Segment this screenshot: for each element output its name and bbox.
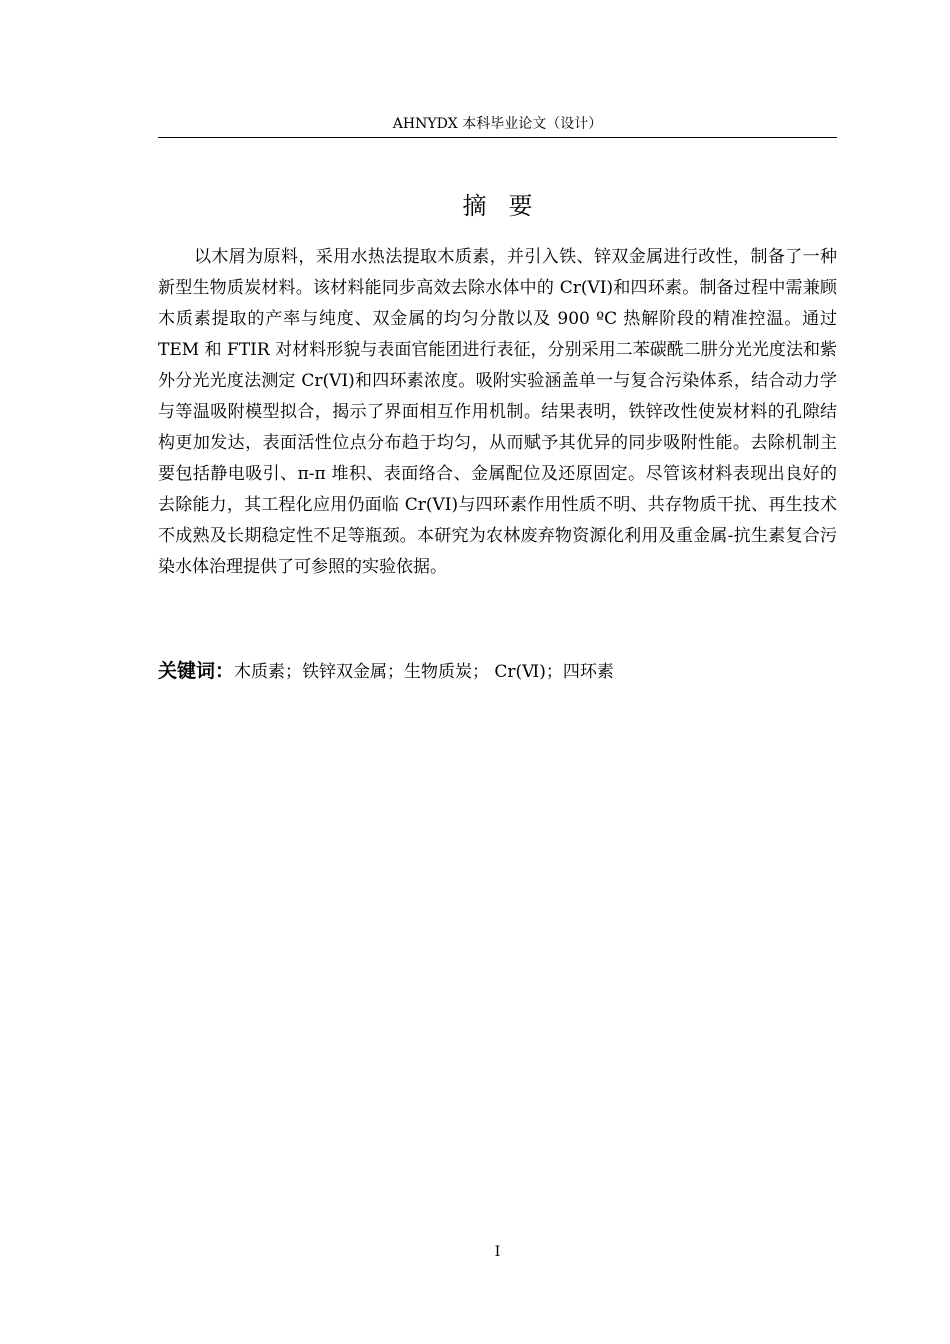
page-number: I: [494, 1244, 501, 1260]
running-header: AHNYDX 本科毕业论文（设计）: [392, 116, 603, 132]
keywords-label: 关键词：: [158, 660, 235, 682]
keywords-text: 木质素；铁锌双金属；生物质炭； Cr(Ⅵ)；四环素: [234, 662, 614, 682]
header-divider: [158, 137, 837, 138]
abstract-body: 以木屑为原料，采用水热法提取木质素，并引入铁、锌双金属进行改性，制备了一种新型生物质炭材料。该材料能同步高效去除水体中的 Cr(VI)和四环素。制备过程中需兼顾木质素提取的产率与纯度、双金属的均匀分散以及 900 ºC 热解阶段的精准控温。通过 TEM 和 FTIR 对材料形貌与表面官能团进行表征，分别采用二苯碳酰二肼分光光度法和紫外分光光度法测定 Cr(VI)和四环素浓度。吸附实验涵盖单一与复合污染体系，结合动力学与等温吸附模型拟合，揭示了界面相互作用机制。结果表明，铁锌改性使炭材料的孔隙结构更加发达，表面活性位点分布趋于均匀，从而赋予其优异的同步吸附性能。去除机制主要包括静电吸引、π-π 堆积、表面络合、金属配位及还原固定。尽管该材料表现出良好的去除能力，其工程化应用仍面临 Cr(VI)与四环素作用性质不明、共存物质干扰、再生技术不成熟及长期稳定性不足等瓶颈。本研究为农林废弃物资源化利用及重金属-抗生素复合污染水体治理提供了可参照的实验依据。: [158, 247, 837, 577]
keywords-line: [158, 657, 837, 686]
abstract-title: 摘要: [462, 192, 555, 220]
